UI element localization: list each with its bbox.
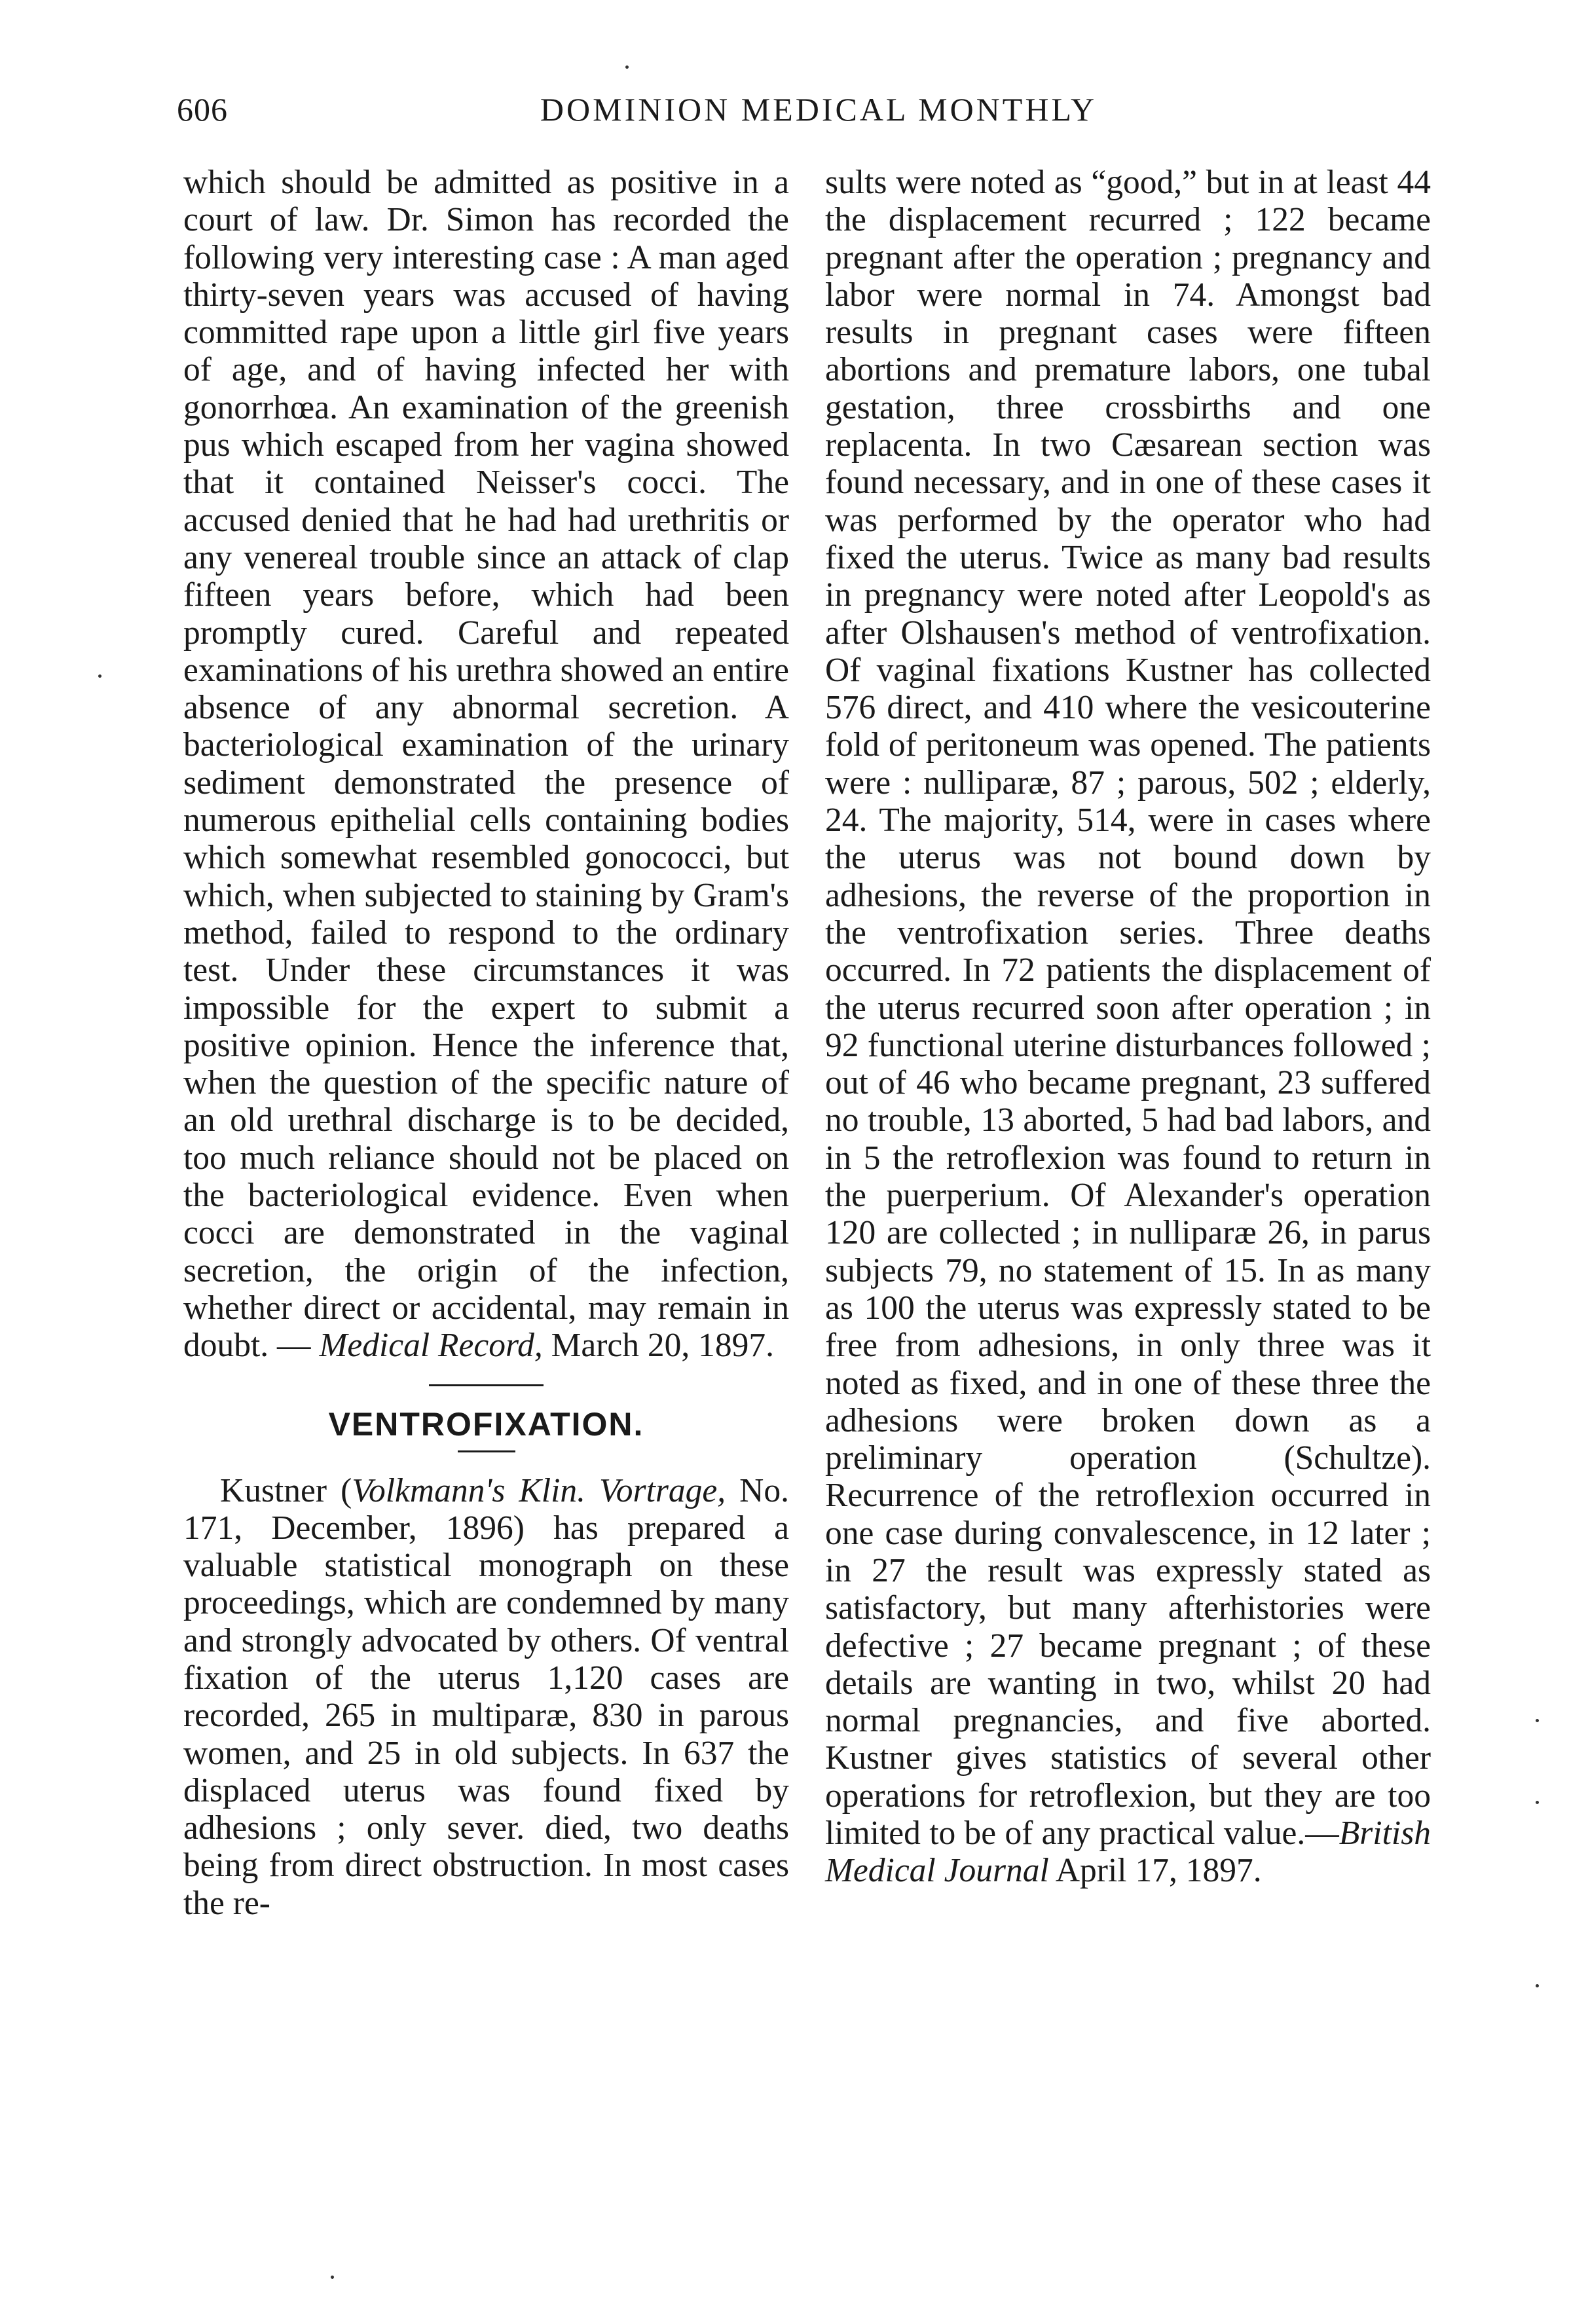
right-column bbox=[825, 164, 1431, 1890]
print-speck bbox=[625, 65, 629, 69]
print-speck bbox=[1536, 1719, 1539, 1722]
article-paragraph-text: sults were noted as “good,” but in at least 44 the displacement recurred ; 122 became pregnant after the operation ; pregnancy and labor were normal in 74. Amongst bad results in pregnant cases were fifteen abortions and premature labors, one tubal gestation, three crossbirths and one replacenta. In two Cæsarean section was found necessary, and in one of these cases it was performed by the operator who had fixed the uterus. Twice as many bad results in pregnancy were noted after Leopold's as after Olshausen's method of ventrofixation. Of vaginal fixations Kustner has collected 576 direct, and 410 where the vesicouterine fold of peritoneum was opened. The patients were : nulliparæ, 87 ; parous, 502 ; elderly, 24. The majority, 514, were in cases where the uterus was not bound down by adhesions, the reverse of the proportion in the ventrofixation series. Three deaths occurred. In 72 patients the displacement of the uterus recurred soon after operation ; in 92 functional uterine disturbances followed ; out of 46 who became pregnant, 23 suffered no trouble, 13 aborted, 5 had bad labors, and in 5 the retroflexion was found to return in the puerperium. Of Alexander's operation 120 are collected ; in nulliparæ 26, in parus subjects 79, no statement of 15. In as many as 100 the uterus was expressly stated to be free from adhesions, in only three was it noted as fixed, and in one of these three the adhesions were broken down as a preliminary operation (Schultze). Recurrence of the retroflexion occurred in one case during convalescence, in 12 later ; in 27 the result was expressly stated as satisfactory, but many afterhistories were defective ; 27 became pregnant ; of these details are wanting in two, whilst 20 had normal pregnancies, and five aborted. Kustner gives statistics of several other operations for retroflexion, but they are too limited to be of any practical value.— bbox=[825, 164, 1431, 1853]
article-paragraph-rape-case bbox=[183, 164, 789, 1365]
cited-source: Volkmann's Klin. Vortrage, bbox=[352, 1471, 726, 1509]
heading-underline bbox=[458, 1450, 515, 1452]
article-paragraph-continued bbox=[825, 164, 1431, 1890]
section-heading: VENTROFIXATION. bbox=[328, 1405, 644, 1443]
article-paragraph-text: which should be admitted as positive in a court of law. Dr. Simon has recorded the following very interesting case : A man aged thirty-seven years was accused of having committed rape upon a little girl five years of age, and of having infected her with gonorrhœa. An examination of the greenish pus which escaped from her vagina showed that it contained Neisser's cocci. The accused denied that he had had urethritis or any venereal trouble since an attack of clap fifteen years before, which had been promptly cured. Careful and repeated examinations of his urethra showed an entire absence of any abnormal secretion. A bacteriological examination of the urinary sediment demonstrated the presence of numerous epithelial cells containing bodies which somewhat resembled gonococci, but which, when subjected to staining by Gram's method, failed to respond to the ordinary test. Under these circumstances it was impossible for the expert to submit a positive opinion. Hence the inference that, when the question of the specific nature of an old urethral discharge is to be decided, too much reliance should not be placed on the bacteriological evidence. Even when cocci are demonstrated in the vaginal secretion, the origin of the infection, whether direct or accidental, may remain in doubt. — bbox=[183, 164, 789, 1365]
citation-date: April 17, 1897. bbox=[1048, 1852, 1262, 1890]
print-speck bbox=[1536, 1801, 1539, 1804]
article-paragraph-ventrofixation bbox=[183, 1472, 789, 1923]
citation-source: British Medical Journal bbox=[825, 1815, 1431, 1890]
section-divider bbox=[429, 1384, 544, 1386]
left-column bbox=[183, 164, 789, 1922]
article-paragraph-text: No. 171, December, 1896) has prepared a valuable statistical monograph on these proceedings, which are condemned by many and strongly advocated by others. Of ventral fixation of the uterus 1,120 cases are recorded, 265 in multiparæ, 830 in parous women, and 25 in old subjects. In 637 the displaced uterus was found fixed by adhesions ; only sever. died, two deaths being from direct obstruction. In most cases the re- bbox=[183, 1471, 789, 1922]
citation-source: Medical Record, bbox=[319, 1327, 543, 1365]
citation-date: March 20, 1897. bbox=[551, 1327, 775, 1365]
print-speck bbox=[98, 674, 102, 678]
page-number: 606 bbox=[177, 91, 228, 128]
print-speck bbox=[1536, 1984, 1539, 1987]
article-paragraph-start: Kustner ( bbox=[220, 1471, 352, 1509]
print-speck bbox=[331, 2276, 334, 2279]
running-head bbox=[177, 90, 1460, 136]
journal-title: DOMINION MEDICAL MONTHLY bbox=[540, 91, 1098, 128]
